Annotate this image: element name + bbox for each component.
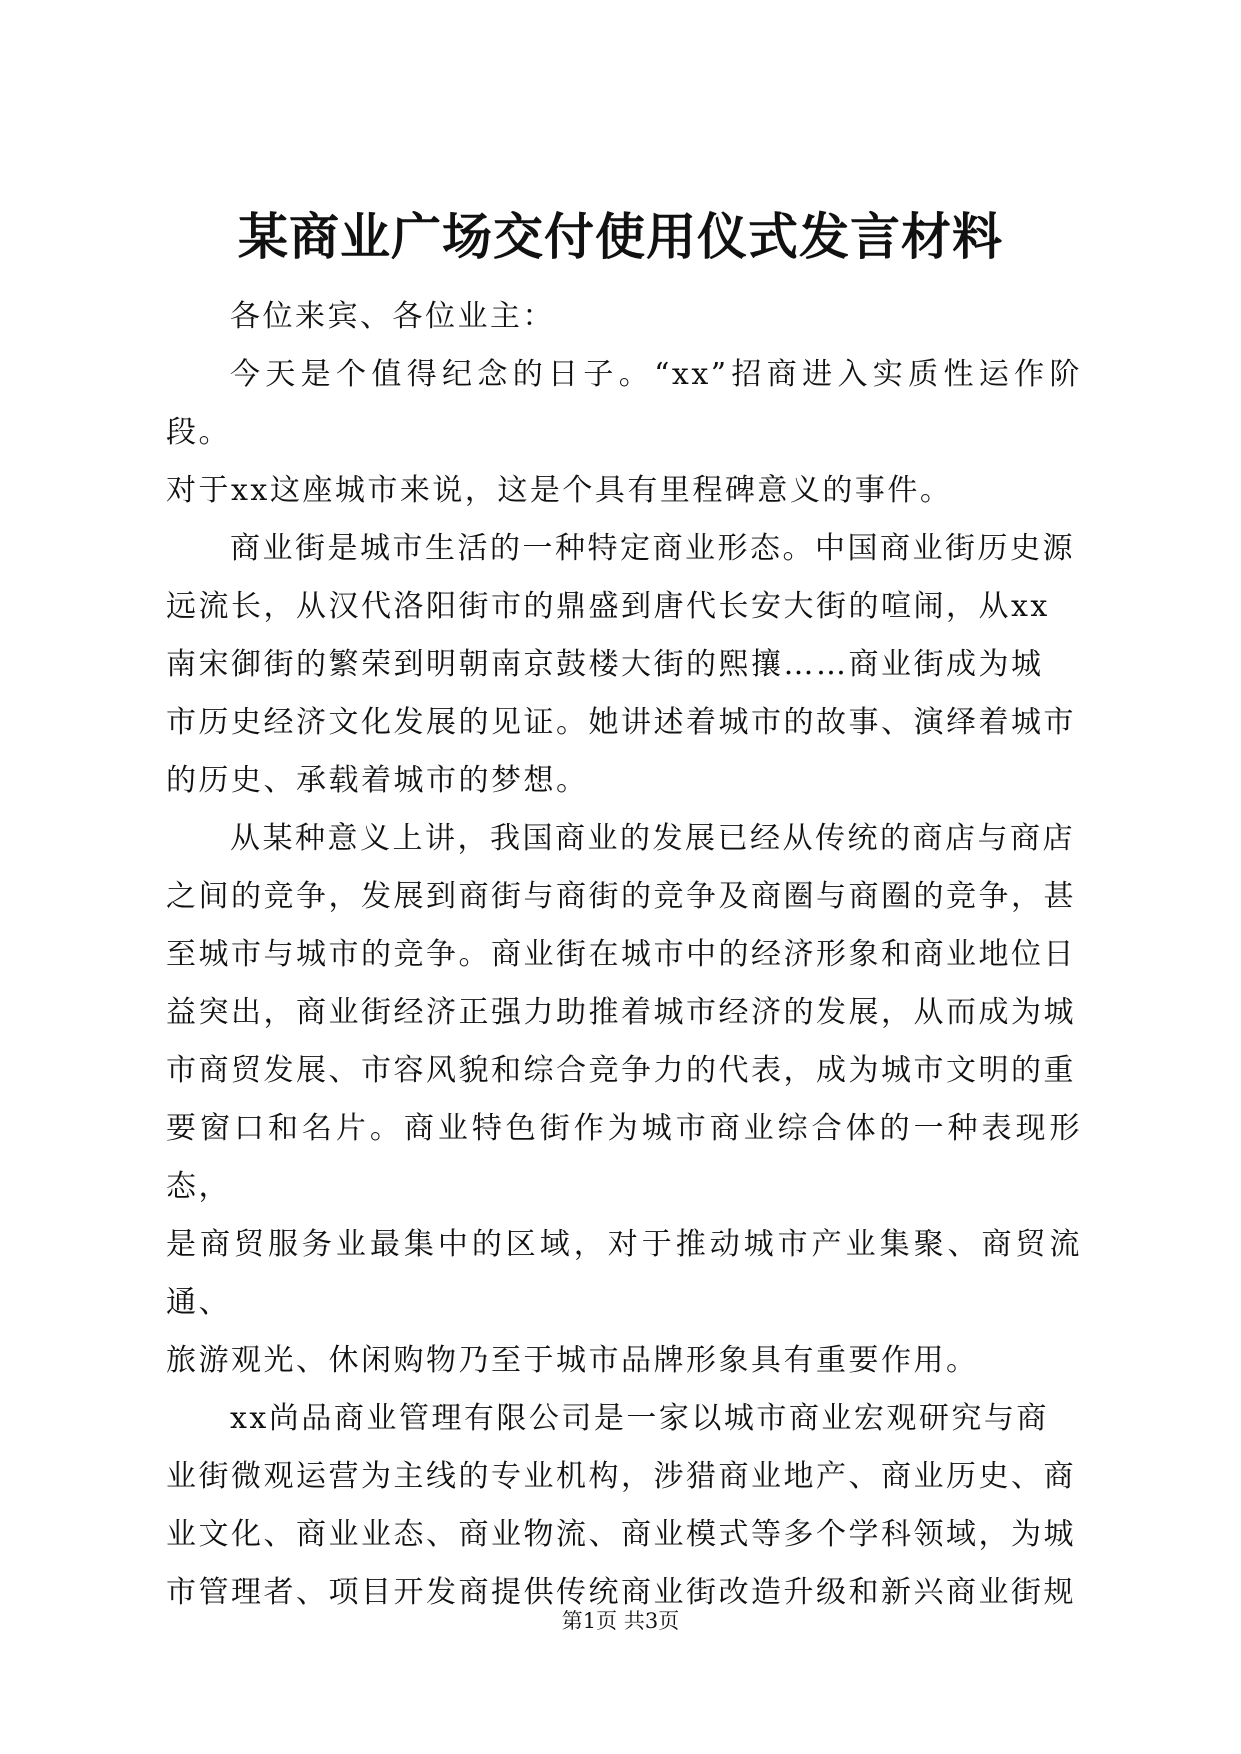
paragraph-4: xx尚品商业管理有限公司是一家以城市商业宏观研究与商 业街微观运营为主线的专业机构，涉猎商业地产、商业历史、商 业文化、商业业态、商业物流、商业模式等多个学科领域，为城 市管理者、项目开发商提供传统商业街改造升级和新兴商业街规 — [166, 1401, 1076, 1610]
document-title: 某商业广场交付使用仪式发言材料 — [238, 207, 1003, 266]
paragraph-2: 商业街是城市生活的一种特定商业形态。中国商业街历史源 远流长，从汉代洛阳街市的鼎盛到唐代长安大街的喧闹，从xx 南宋御街的繁荣到明朝南京鼓楼大街的熙攘……商业街成为城 市历史经济文化发展的见证。她讲述着城市的故事、演绎着城市 的历史、承载着城市的梦想。 — [166, 531, 1076, 798]
page-footer: 第1页 共3页 — [561, 1609, 680, 1633]
document-body — [166, 288, 1082, 1622]
paragraph-1: 今天是个值得纪念的日子。“xx”招商进入实质性运作阶段。 对于xx这座城市来说，这是个具有里程碑意义的事件。 — [166, 357, 1082, 508]
paragraph-greeting: 各位来宾、各位业主： — [230, 299, 555, 334]
paragraph-3: 从某种意义上讲，我国商业的发展已经从传统的商店与商店 之间的竞争，发展到商街与商街的竞争及商圈与商圈的竞争，甚 至城市与城市的竞争。商业街在城市中的经济形象和商业地位日 益突出，商业街经济正强力助推着城市经济的发展，从而成为城 市商贸发展、市容风貌和综合竞争力的代表，成为城市文明的重 要窗口和名片。商业特色街作为城市商业综合体的一种表现形态， 是商贸服务业最集中的区域，对于推动城市产业集聚、商贸流通、 旅游观光、休闲购物乃至于城市品牌形象具有重要作用。 — [166, 821, 1082, 1378]
